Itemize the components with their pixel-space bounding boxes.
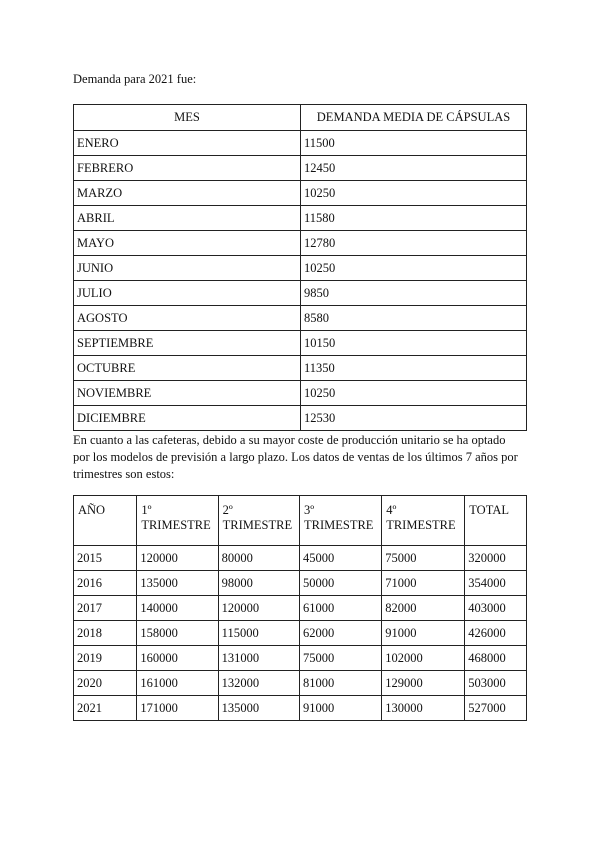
q1-cell: 135000 [137,571,218,596]
q2-cell: 98000 [218,571,299,596]
table-row [74,131,527,156]
q3-cell: 45000 [300,546,382,571]
column-header-q3 [300,496,382,546]
table-row [74,406,527,431]
q1-cell: 171000 [137,696,218,721]
total-cell: 503000 [465,671,527,696]
demand-cell: 11350 [301,356,527,381]
column-header-q1 [137,496,218,546]
demand-cell: 9850 [301,281,527,306]
demand-cell: 11500 [301,131,527,156]
table-row [74,621,527,646]
q2-cell: 135000 [218,696,299,721]
q2-cell: 131000 [218,646,299,671]
table-row [74,381,527,406]
month-cell: ENERO [74,131,301,156]
column-header-total: TOTAL [465,496,527,546]
total-cell: 403000 [465,596,527,621]
table-row [74,696,527,721]
year-cell: 2019 [74,646,137,671]
table-row [74,281,527,306]
demand-cell: 12530 [301,406,527,431]
q3-cell: 75000 [300,646,382,671]
q3-cell: 50000 [300,571,382,596]
total-cell: 426000 [465,621,527,646]
year-cell: 2017 [74,596,137,621]
demand-cell: 8580 [301,306,527,331]
q3-cell: 62000 [300,621,382,646]
q2-cell: 120000 [218,596,299,621]
total-cell: 527000 [465,696,527,721]
table-row [74,156,527,181]
q2-cell: 80000 [218,546,299,571]
q2-cell: 115000 [218,621,299,646]
month-cell: JUNIO [74,256,301,281]
paragraph-text: En cuanto a las cafeteras, debido a su mayor coste de producción unitario se ha optado por los modelos de previsión a largo plazo. Los datos de ventas de los últimos 7 años por trimestres son estos: [73,433,518,481]
month-cell: FEBRERO [74,156,301,181]
q4-cell: 82000 [382,596,465,621]
monthly-demand-table [73,104,527,431]
q3-cell: 91000 [300,696,382,721]
table-row [74,646,527,671]
table-row [74,596,527,621]
quarter-word: TRIMESTRE [222,518,293,532]
demand-cell: 12450 [301,156,527,181]
ordinal-label: 4º [386,503,397,517]
year-cell: 2021 [74,696,137,721]
table-row [74,231,527,256]
column-header-q4 [382,496,465,546]
demand-cell: 12780 [301,231,527,256]
ordinal-label: 2º [222,503,233,517]
total-cell: 320000 [465,546,527,571]
q1-cell: 160000 [137,646,218,671]
demand-cell: 10250 [301,381,527,406]
month-cell: SEPTIEMBRE [74,331,301,356]
month-cell: JULIO [74,281,301,306]
quarterly-sales-table [73,495,527,721]
month-cell: DICIEMBRE [74,406,301,431]
q4-cell: 129000 [382,671,465,696]
table-row [74,181,527,206]
intro-text: Demanda para 2021 fue: [73,72,197,86]
month-cell: MAYO [74,231,301,256]
quarter-word: TRIMESTRE [141,518,211,532]
month-cell: OCTUBRE [74,356,301,381]
demand-cell: 10250 [301,181,527,206]
table-header-row [74,105,527,131]
quarter-word: TRIMESTRE [386,518,456,532]
q1-cell: 120000 [137,546,218,571]
table-row [74,356,527,381]
q3-cell: 81000 [300,671,382,696]
quarter-word: TRIMESTRE [304,518,374,532]
q1-cell: 158000 [137,621,218,646]
total-cell: 468000 [465,646,527,671]
total-cell: 354000 [465,571,527,596]
column-header-month: MES [74,105,301,131]
table-row [74,306,527,331]
year-cell: 2016 [74,571,137,596]
table-row [74,546,527,571]
column-header-year: AÑO [74,496,137,546]
q4-cell: 102000 [382,646,465,671]
column-header-demand: DEMANDA MEDIA DE CÁPSULAS [301,105,527,131]
year-cell: 2015 [74,546,137,571]
q2-cell: 132000 [218,671,299,696]
q4-cell: 71000 [382,571,465,596]
ordinal-label: 3º [304,503,315,517]
q1-cell: 140000 [137,596,218,621]
month-cell: MARZO [74,181,301,206]
table-row [74,206,527,231]
table-row [74,331,527,356]
q4-cell: 130000 [382,696,465,721]
table-row [74,671,527,696]
ordinal-label: 1º [141,503,152,517]
q4-cell: 75000 [382,546,465,571]
month-cell: NOVIEMBRE [74,381,301,406]
month-cell: AGOSTO [74,306,301,331]
demand-cell: 11580 [301,206,527,231]
year-cell: 2020 [74,671,137,696]
q1-cell: 161000 [137,671,218,696]
q3-cell: 61000 [300,596,382,621]
column-header-q2 [218,496,299,546]
table-row [74,571,527,596]
year-cell: 2018 [74,621,137,646]
q4-cell: 91000 [382,621,465,646]
month-cell: ABRIL [74,206,301,231]
table-row [74,256,527,281]
demand-cell: 10150 [301,331,527,356]
demand-cell: 10250 [301,256,527,281]
table-header-row [74,496,527,546]
